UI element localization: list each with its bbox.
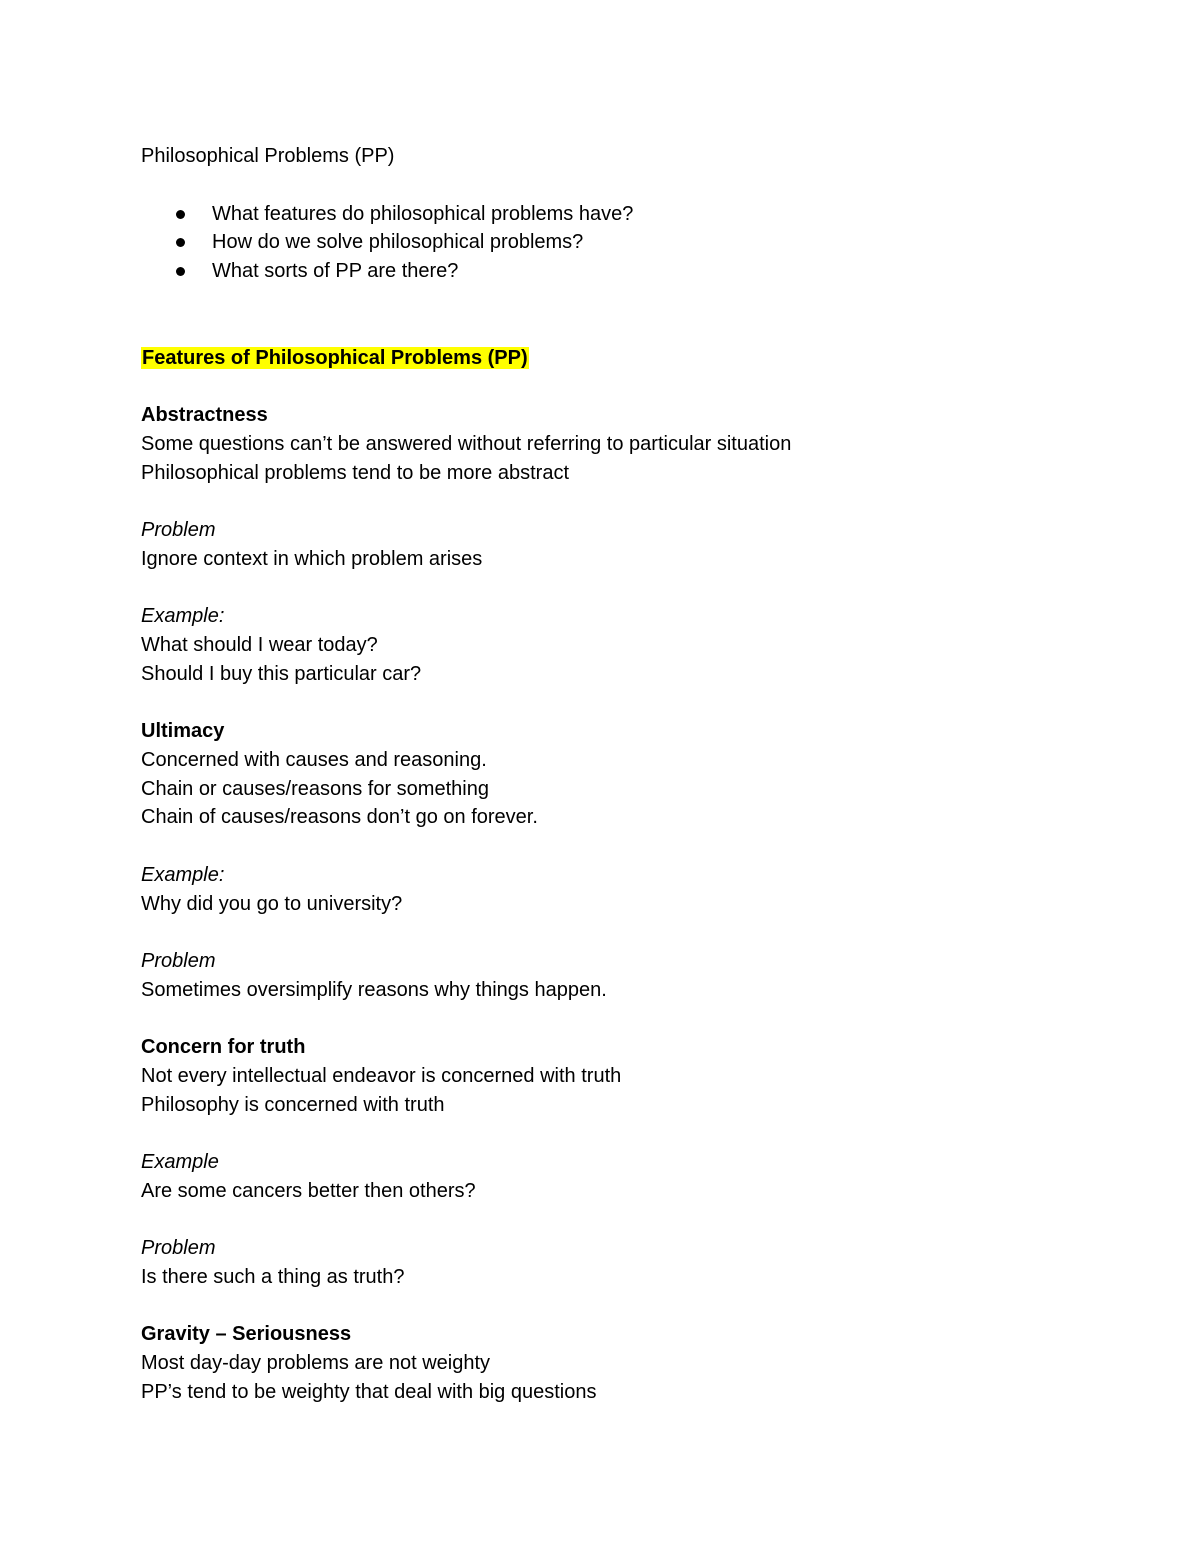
example-label: Example: — [141, 605, 225, 627]
problem-text: Ignore context in which problem arises — [141, 548, 483, 570]
example-text: Why did you go to university? — [141, 893, 403, 915]
highlighted-heading: Features of Philosophical Problems (PP) — [142, 347, 528, 369]
bullet-icon — [176, 210, 185, 219]
ultimacy-line: Concerned with causes and reasoning. — [141, 749, 487, 771]
abstractness-line: Some questions can’t be answered without referring to particular situation — [141, 433, 792, 455]
abstractness-heading: Abstractness — [141, 404, 268, 426]
bullet-text: How do we solve philosophical problems? — [212, 231, 584, 253]
gravity-line: Most day-day problems are not weighty — [141, 1352, 491, 1374]
problem-label: Problem — [141, 1237, 216, 1259]
ultimacy-heading: Ultimacy — [141, 720, 225, 742]
truth-line: Not every intellectual endeavor is concerned with truth — [141, 1065, 622, 1087]
abstractness-line: Philosophical problems tend to be more abstract — [141, 462, 570, 484]
bullet-text: What sorts of PP are there? — [212, 260, 459, 282]
example-label: Example: — [141, 864, 225, 886]
document-title: Philosophical Problems (PP) — [141, 145, 395, 167]
ultimacy-line: Chain of causes/reasons don’t go on forever. — [141, 806, 538, 828]
gravity-line: PP’s tend to be weighty that deal with big questions — [141, 1381, 597, 1403]
ultimacy-line: Chain or causes/reasons for something — [141, 778, 489, 800]
example-label: Example — [141, 1151, 219, 1173]
problem-label: Problem — [141, 519, 216, 541]
problem-text: Is there such a thing as truth? — [141, 1266, 405, 1288]
truth-line: Philosophy is concerned with truth — [141, 1094, 445, 1116]
problem-text: Sometimes oversimplify reasons why things happen. — [141, 979, 607, 1001]
bullet-icon — [176, 238, 185, 247]
problem-label: Problem — [141, 950, 216, 972]
example-text: Are some cancers better then others? — [141, 1180, 476, 1202]
bullet-icon — [176, 267, 185, 276]
section-heading — [141, 345, 529, 371]
bullet-text: What features do philosophical problems have? — [212, 203, 634, 225]
truth-heading: Concern for truth — [141, 1036, 306, 1058]
gravity-heading: Gravity – Seriousness — [141, 1323, 352, 1345]
example-text: Should I buy this particular car? — [141, 663, 422, 685]
example-text: What should I wear today? — [141, 634, 378, 656]
